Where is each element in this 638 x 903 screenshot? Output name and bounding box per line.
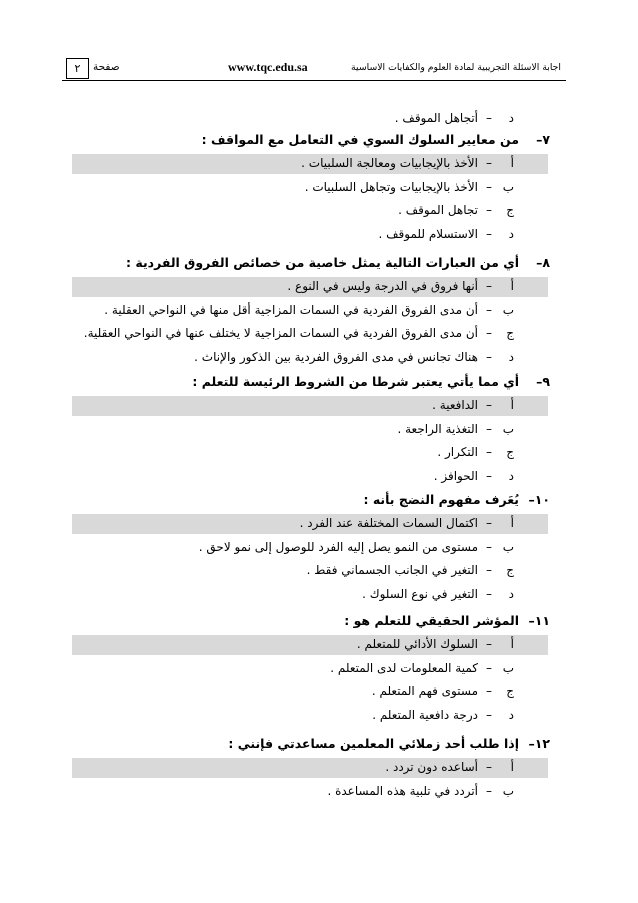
option-dash: – [486, 563, 492, 578]
option-letter: د [508, 707, 514, 722]
option-letter: ج [506, 445, 514, 460]
question-number-dash: – [528, 736, 535, 752]
option-letter: أ [510, 637, 514, 652]
option-a [72, 756, 550, 780]
option-dash: – [486, 203, 492, 218]
question-number-digits: ١١ [534, 613, 550, 629]
option-dash: – [486, 179, 492, 194]
option-letter: ب [502, 302, 514, 317]
option-b [72, 535, 550, 559]
question-number [520, 374, 550, 389]
option-b [72, 779, 550, 803]
option-d [72, 106, 550, 130]
option-letter: ج [506, 563, 514, 578]
question-12 [72, 732, 550, 803]
option-letter: د [508, 349, 514, 364]
question-number-digits: ٨ [542, 255, 550, 271]
option-letter: أ [510, 156, 514, 171]
question-number [520, 255, 550, 270]
option-letter: د [508, 110, 514, 125]
option-d [72, 582, 550, 606]
question-text: إذا طلب أحد زملائي المعلمين مساعدتي فإنني : [228, 736, 519, 752]
option-d [72, 703, 550, 727]
option-letter: د [508, 226, 514, 241]
option-text: أن مدى الفروق الفردية في السمات المزاجية أقل منها في النواحي العقلية . [104, 302, 478, 317]
option-letter: ب [502, 421, 514, 436]
option-a [72, 275, 550, 299]
question-number-dash: – [528, 492, 535, 508]
question-number-digits: ١٠ [534, 492, 550, 508]
question-text: المؤشر الحقيقي للتعلم هو : [344, 613, 519, 629]
option-dash: – [486, 398, 492, 413]
option-dash: – [486, 637, 492, 652]
option-dash: – [486, 226, 492, 241]
option-letter: ب [502, 783, 514, 798]
option-text: اكتمال السمات المختلفة عند الفرد . [299, 516, 478, 531]
option-text: مستوى من النمو يصل إليه الفرد للوصول إلى نمو لاحق . [198, 539, 478, 554]
option-a [72, 394, 550, 418]
question-text: من معايير السلوك السوي في التعامل مع المواقف : [201, 132, 519, 148]
option-dash: – [486, 279, 492, 294]
question-stem [72, 609, 550, 633]
question-number-dash: – [536, 132, 543, 148]
question-number-digits: ٩ [542, 374, 550, 390]
option-c [72, 322, 550, 346]
option-a [72, 633, 550, 657]
option-c [72, 680, 550, 704]
question-8 [72, 251, 550, 369]
option-letter: د [508, 586, 514, 601]
option-letter: أ [510, 279, 514, 294]
option-dash: – [486, 707, 492, 722]
option-dash: – [486, 110, 492, 125]
option-text: الاستسلام للموقف . [378, 226, 478, 241]
question-number-dash: – [536, 255, 543, 271]
option-text: الأخذ بالإيجابيات وتجاهل السلبيات . [304, 179, 478, 194]
question-number-dash: – [536, 374, 543, 390]
option-letter: ج [506, 203, 514, 218]
option-dash: – [486, 783, 492, 798]
question-number [520, 613, 550, 628]
question-stem [72, 488, 550, 512]
option-letter: ج [506, 684, 514, 699]
option-dash: – [486, 302, 492, 317]
question-number [520, 132, 550, 147]
option-dash: – [486, 516, 492, 531]
option-c [72, 441, 550, 465]
website-url: www.tqc.edu.sa [228, 60, 308, 74]
option-dash: – [486, 156, 492, 171]
option-dash: – [486, 539, 492, 554]
question-stem [72, 128, 550, 152]
option-d [72, 345, 550, 369]
question-number-digits: ٧ [542, 132, 550, 148]
option-dash: – [486, 468, 492, 483]
option-text: الحوافز . [433, 468, 478, 483]
option-dash: – [486, 326, 492, 341]
option-text: أساعده دون تردد . [385, 760, 478, 775]
option-text: التغير في الجانب الجسماني فقط . [306, 563, 478, 578]
option-letter: ب [502, 660, 514, 675]
option-c [72, 199, 550, 223]
option-d [72, 464, 550, 488]
question-number-digits: ١٢ [534, 736, 550, 752]
page-header [0, 0, 638, 84]
question-stem [72, 370, 550, 394]
option-text: السلوك الأدائي للمتعلم . [356, 637, 478, 652]
question-11 [72, 609, 550, 727]
option-dash: – [486, 684, 492, 699]
option-text: الأخذ بالإيجابيات ومعالجة السلبيات . [301, 156, 478, 171]
option-a [72, 512, 550, 536]
continued-option [72, 106, 550, 130]
option-dash: – [486, 660, 492, 675]
option-text: كمية المعلومات لدى المتعلم . [330, 660, 478, 675]
header-divider [62, 80, 566, 81]
option-letter: ج [506, 326, 514, 341]
option-text: التغير في نوع السلوك . [362, 586, 478, 601]
option-b [72, 298, 550, 322]
question-text: أي من العبارات التالية يمثل خاصية من خصائص الفروق الفردية : [126, 255, 519, 271]
document-title: اجابة الاسئلة التجريبية لمادة العلوم والكفايات الاساسية [351, 62, 561, 73]
option-b [72, 656, 550, 680]
option-b [72, 417, 550, 441]
question-9 [72, 370, 550, 488]
page-label: صفحة [93, 61, 120, 73]
option-dash: – [486, 421, 492, 436]
option-dash: – [486, 349, 492, 364]
option-text: الدافعية . [432, 398, 478, 413]
page-number-box [66, 58, 89, 79]
option-letter: ب [502, 179, 514, 194]
question-stem [72, 732, 550, 756]
question-stem [72, 251, 550, 275]
option-d [72, 222, 550, 246]
option-text: هناك تجانس في مدى الفروق الفردية بين الذكور والإناث . [194, 349, 478, 364]
option-text: تجاهل الموقف . [398, 203, 478, 218]
option-c [72, 559, 550, 583]
question-number [520, 736, 550, 751]
option-text: أتردد في تلبية هذه المساعدة . [327, 783, 478, 798]
option-a [72, 152, 550, 176]
option-letter: ب [502, 539, 514, 554]
option-letter: د [508, 468, 514, 483]
option-dash: – [486, 445, 492, 460]
option-letter: أ [510, 516, 514, 531]
question-10 [72, 488, 550, 606]
question-number-dash: – [528, 613, 535, 629]
option-text: أن مدى الفروق الفردية في السمات المزاجية لا يختلف عنها في النواحي العقلية. [83, 326, 478, 341]
question-number [520, 492, 550, 507]
question-text: أي مما يأتي يعتبر شرطا من الشروط الرئيسة للتعلم : [192, 374, 519, 390]
option-text: التكرار . [437, 445, 478, 460]
option-text: أتجاهل الموقف . [394, 110, 478, 125]
option-text: درجة دافعية المتعلم . [372, 707, 478, 722]
option-dash: – [486, 586, 492, 601]
option-letter: أ [510, 398, 514, 413]
option-text: التغذية الراجعة . [397, 421, 478, 436]
option-text: مستوى فهم المتعلم . [371, 684, 478, 699]
page-number: ٢ [74, 62, 81, 75]
option-letter: أ [510, 760, 514, 775]
option-text: أنها فروق في الدرجة وليس في النوع . [287, 279, 478, 294]
option-dash: – [486, 760, 492, 775]
option-b [72, 175, 550, 199]
question-text: يُعَرف مفهوم النضج بأنه : [363, 492, 519, 508]
question-7 [72, 128, 550, 246]
